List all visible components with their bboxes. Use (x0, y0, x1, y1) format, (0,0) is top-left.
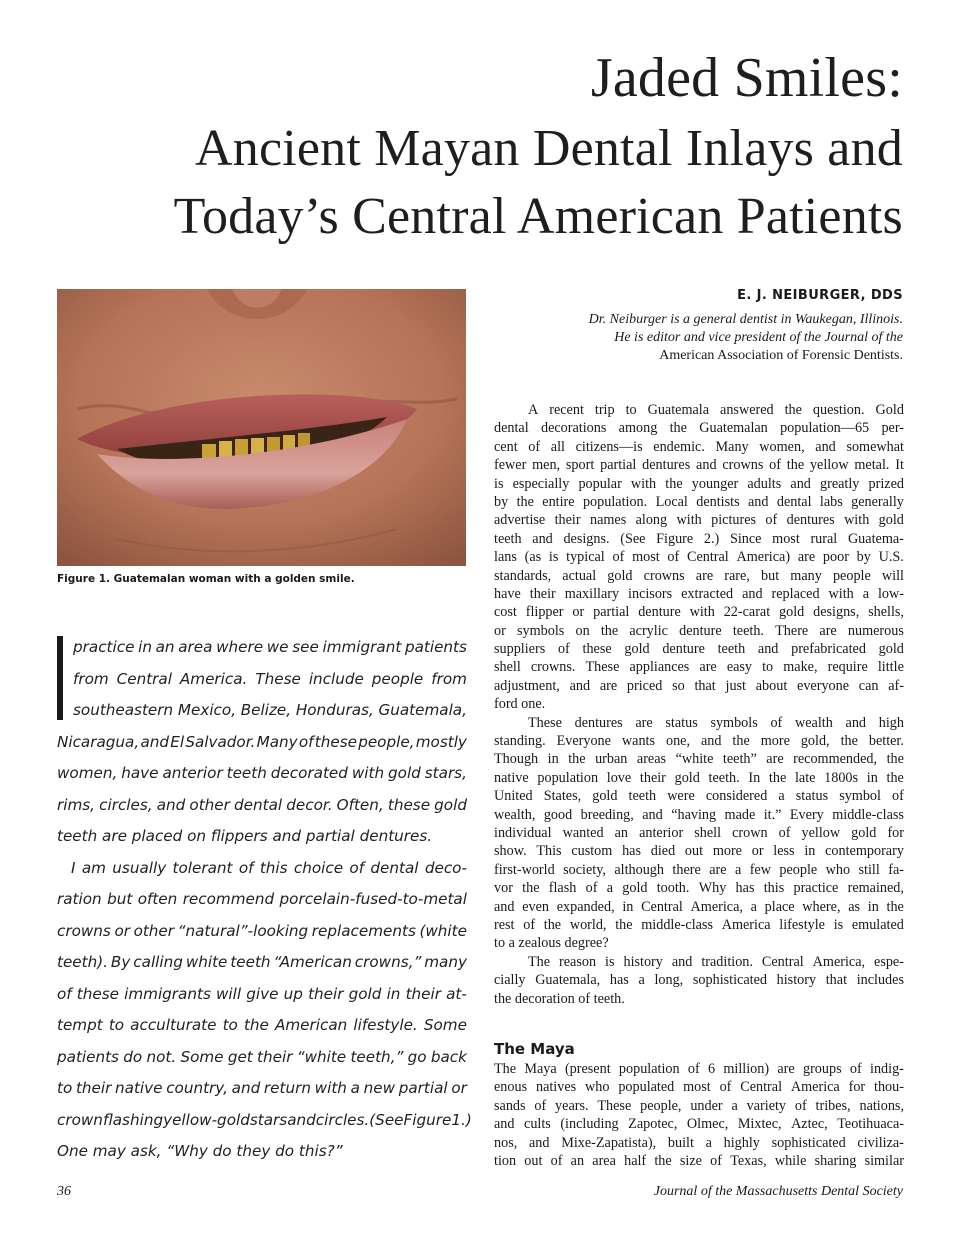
section-text (494, 1060, 904, 1170)
intro-line: I am usually tolerant of this choice of dental deco- (71, 858, 467, 877)
section-heading: The Maya (494, 1040, 575, 1058)
body-line: A recent trip to Guatemala answered the question. Gold (528, 402, 904, 418)
body-line: have their maxillary incisors extracted and replaced with a low- (494, 585, 904, 602)
body-line: suppliers of these gold denture teeth and prefabricated gold (494, 641, 904, 658)
body-line: United States, gold teeth were considered a status symbol of (494, 788, 904, 805)
body-line: cent of all citizens—is endemic. Many women, and somewhat (494, 438, 904, 455)
figure-1-photo (57, 289, 466, 566)
body-line: lans (as is typical of most of Central America) are poor by U.S. (494, 549, 904, 566)
body-line: show. This custom has died out more or less in contemporary (494, 843, 904, 860)
body-line: These dentures are status symbols of wealth and high (528, 714, 904, 731)
figure-caption: Figure 1. Guatemalan woman with a golden smile. (57, 573, 355, 585)
intro-line: One may ask, “Why do they do this?” (57, 1142, 343, 1160)
body-line: is especially popular with the younger adults and greatly prized (494, 475, 904, 492)
title-line-3: Today’s Central American Patients (173, 188, 903, 245)
body-line: vor the flash of a gold tooth. Why has this practice remained, (494, 880, 904, 897)
body-line: individual wanted an anterior shell crown of yellow gold for (494, 824, 904, 841)
body-line: cost flipper or partial denture with 22-carat gold designs, shells, (494, 604, 904, 621)
intro-line: crown flashing yellow-gold stars and circles. (See Figure 1.) (57, 1110, 472, 1129)
body-line: native population love their gold teeth. In the late 1800s in the (494, 769, 904, 786)
author-name: E. J. NEIBURGER, DDS (737, 288, 903, 303)
body-line: advertise their names along with pictures of dentures with gold (494, 512, 904, 529)
body-line: dental decorations among the Guatemalan population—65 per- (494, 420, 904, 437)
body-line: shell crowns. These appliances are easy to make, require little (494, 659, 904, 676)
author-bio (483, 311, 903, 365)
section-line: tion out of an area half the size of Texas, while sharing similar (494, 1152, 904, 1169)
section-line: and cults (including Zapotec, Olmec, Mixtec, Aztec, Teotihuaca- (494, 1116, 904, 1133)
intro-paragraph (57, 632, 472, 1168)
title-line-2: Ancient Mayan Dental Inlays and (195, 120, 903, 177)
intro-line: Nicaragua, and El Salvador. Many of these people, mostly (57, 732, 467, 751)
intro-line: teeth). By calling white teeth “American crowns,” many (57, 953, 467, 971)
intro-line: to their native country, and return with a new partial or (57, 1079, 467, 1097)
smile-illustration (57, 289, 466, 566)
title-line-1: Jaded Smiles: (590, 47, 903, 109)
body-line: and even expanded, in Central America, a place where, as in the (494, 898, 904, 915)
body-line: or symbols on the acrylic denture teeth. There are numerous (494, 622, 904, 639)
body-line: adjustment, and are priced so that just about everyone can af- (494, 677, 904, 694)
intro-line: ration but often recommend porcelain-fused-to-metal (57, 890, 467, 908)
body-line: teeth and designs. (See Figure 2.) Since most rural Guatema- (494, 530, 904, 547)
body-line: standing. Everyone wants one, and the more gold, the better. (494, 733, 904, 750)
page-number: 36 (57, 1184, 71, 1199)
intro-line: women, have anterior teeth decorated with gold stars, (57, 764, 467, 782)
body-line: the decoration of teeth. (494, 990, 625, 1007)
intro-line: crowns or other “natural”-looking replacements (white (57, 921, 467, 940)
body-line: wealth, good breeding, and “having made it.” Every middle-class (494, 806, 904, 823)
body-line: The reason is history and tradition. Central America, espe- (528, 953, 904, 970)
body-line: ford one. (494, 696, 546, 713)
body-line: fewer men, sport partial dentures and crowns of the yellow metal. It (494, 457, 904, 474)
body-line: rest of the world, the middle-class America lifestyle is emulated (494, 916, 904, 933)
journal-name: Journal of the Massachusetts Dental Society (653, 1184, 903, 1199)
body-line: standards, actual gold crowns are rare, but many people will (494, 567, 904, 584)
section-line: sands of years. These people, under a variety of tribes, nations, (494, 1097, 904, 1114)
section-line: enous natives who populated most of Central America for thou- (494, 1079, 904, 1096)
body-line: Though in the urban areas “white teeth” are recommended, the (494, 751, 904, 768)
section-line: nos, and Mixe-Zapatista), built a highly sophisticated civiliza- (494, 1134, 904, 1151)
bio-line: Dr. Neiburger is a general dentist in Waukegan, Illinois. (588, 312, 903, 327)
section-line: The Maya (present population of 6 million) are groups of indig- (494, 1061, 904, 1077)
intro-line: teeth are placed on flippers and partial dentures. (57, 827, 433, 845)
bio-line: American Association of Forensic Dentists. (659, 348, 903, 363)
intro-line: rims, circles, and other dental decor. Often, these gold (57, 795, 467, 814)
intro-line: tempt to acculturate to the American lifestyle. Some (57, 1016, 467, 1034)
intro-line: practice in an area where we see immigrant patients (73, 638, 467, 656)
intro-line: southeastern Mexico, Belize, Honduras, Guatemala, (73, 701, 467, 719)
body-line: cially Guatemala, has a long, sophisticated history that includes (494, 972, 904, 989)
intro-line: patients do not. Some get their “white teeth,” go back (57, 1047, 467, 1066)
body-line: to a zealous degree? (494, 935, 609, 952)
body-text (494, 401, 904, 1008)
body-line: by the entire population. Local dentists and dental labs generally (494, 493, 904, 510)
intro-line: of these immigrants will give up their gold in their at- (57, 984, 467, 1003)
intro-line: from Central America. These include people from (73, 669, 467, 688)
bio-line: He is editor and vice president of the Journal of the (614, 330, 903, 345)
body-line: first-world society, although there are a few people who still fa- (494, 861, 904, 878)
